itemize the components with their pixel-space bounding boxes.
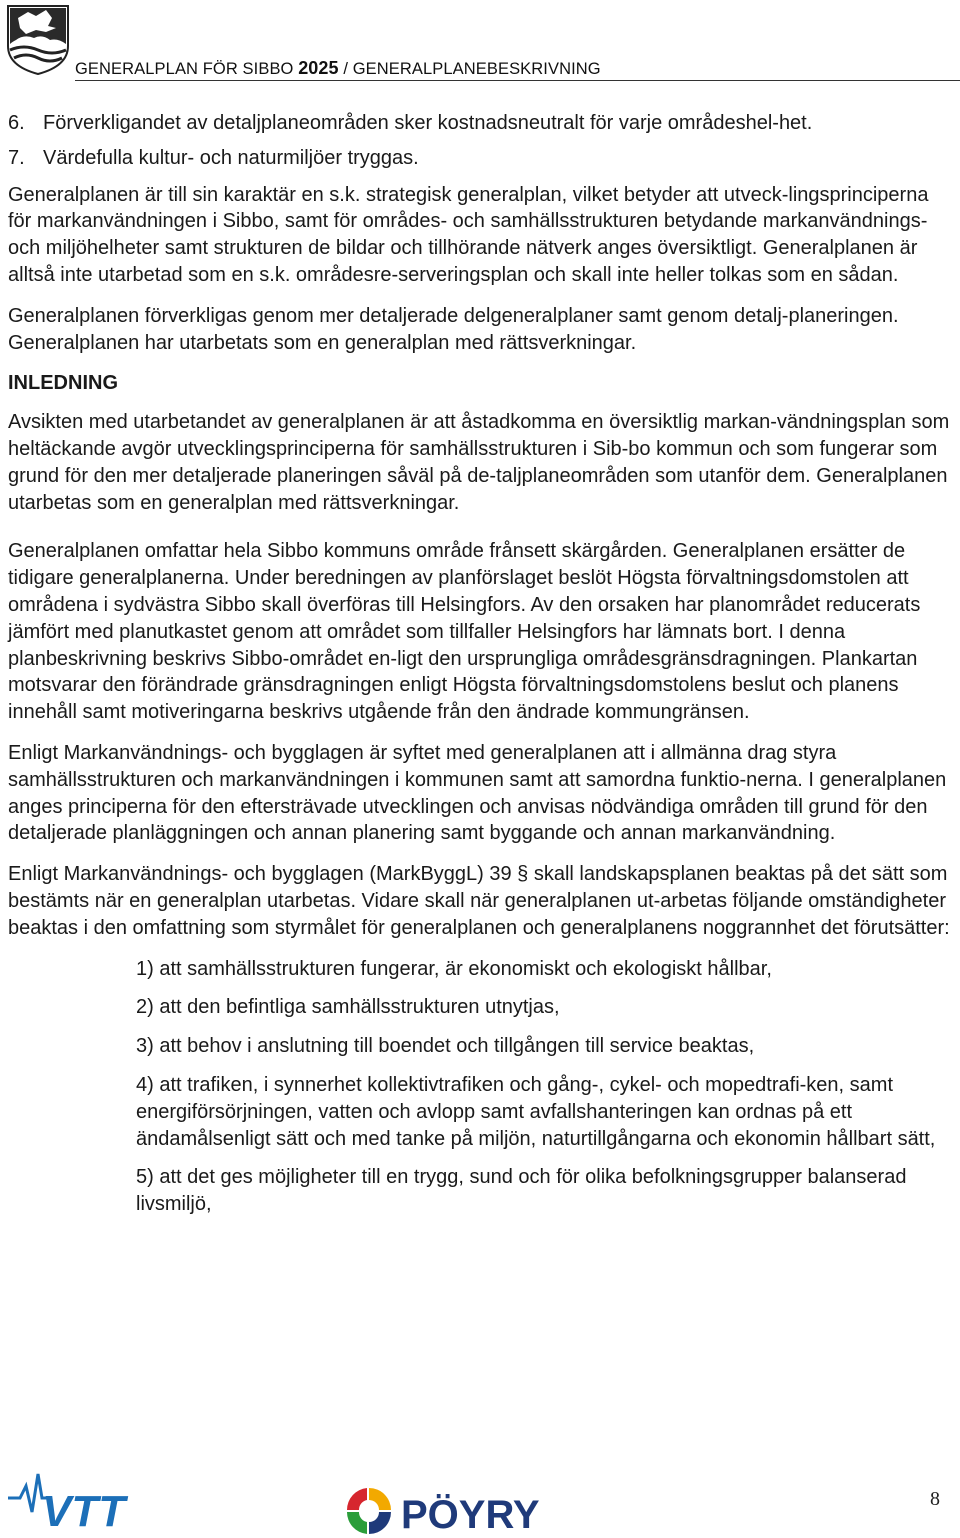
list-item [8,110,954,137]
vtt-logo-text: VTT [42,1487,126,1530]
document-body [8,110,954,1230]
paragraph-markbyggl: Enligt Markanvändnings- och bygglagen (MarkByggL) 39 § skall landskapsplanen beaktas på det sätt som bestämts när en generalplan utarbetas. Vidare skall när generalplanen ut-arbetas följande omständigheter beaktas i den omfattning som styrmålet för generalplanen och generalplanens noggrannhet det förutsätter: [8,863,950,939]
header-divider [75,80,960,81]
header-title-prefix: GENERALPLAN FÖR SIBBO [75,60,299,78]
poyry-logo-text: PÖYRY [401,1493,540,1537]
list-item-number: 6. [8,112,25,134]
paragraph-realization: Generalplanen förverkligas genom mer detaljerade delgeneralplaner samt genom detalj-planeringen. Generalplanen har utarbetats som en generalplan med rättsverkningar. [8,304,899,354]
vtt-logo-icon [6,1468,168,1530]
paragraph-strategic: Generalplanen är till sin karaktär en s.k. strategisk generalplan, vilket betyder att utveck-lingsprinciperna för markanvändningen i Sibbo, samt för områdes- och samhällsstrukturen betydande markanvändnings- och miljöhelheter samt strukturen de bildar och tillhörande nätverk anges översiktligt. Generalplanen är alltså inte utarbetad som en s.k. områdesre-serveringsplan och skall inte heller tolkas som en sådan. [8,183,929,286]
sibbo-coat-of-arms-icon [6,4,70,76]
criteria-list [136,956,954,1218]
header-title-suffix: / GENERALPLANEBESKRIVNING [338,60,601,78]
criteria-item: 2) att den befintliga samhällsstrukturen utnytjas, [136,996,560,1019]
paragraph-scope: Generalplanen omfattar hela Sibbo kommuns område frånsett skärgården. Generalplanen ersätter de tidigare generalplanerna. Under beredningen av planförslaget beslöt Högsta förvaltningsdomstolen att områdena i sydvästra Sibbo skall överföras till Helsingfors. Av den orsaken har planområdet reducerats jämfört med planutkastet genom att området som tillfaller Helsingfors har lämnats bort. I denna planbeskrivning beskrivs Sibbo-området en-ligt den ursprungliga områdesgränsdragningen. Plankartan motsvarar den förändrade gränsdragningen enligt Högsta förvaltningsdomstolens beslut och planens innehåll samt motiveringarna beskrivs utgående från den ändrade kommungränsen. [8,540,921,724]
list-item-text: Förverkligandet av detaljplaneområden sker kostnadsneutralt för varje områdeshel-het. [43,112,813,134]
list-item-number: 7. [8,146,25,169]
criteria-item: 5) att det ges möjligheter till en trygg, sund och för olika befolkningsgrupper balanserad livsmiljö, [136,1166,907,1216]
paragraph-law: Enligt Markanvändnings- och bygglagen är syftet med generalplanen att i allmänna drag styra samhällsstrukturen och markanvändningen i kommunen samt att samordna funktio-nerna. I generalplanen anges principerna för den eftersträvade utvecklingen och anvisas nödvändiga områden till grund för den detaljerade planläggningen och annan planering samt byggande och annan markanvändning. [8,741,947,845]
page-footer [0,1460,960,1538]
poyry-logo-icon [345,1484,603,1538]
criteria-item: 4) att trafiken, i synnerhet kollektivtrafiken och gång-, cykel- och mopedtrafi-ken, samt energiförsörjningen, vatten och avlopp samt avfallshanteringen kan ordnas på ett ändamålsenligt sätt och med tanke på miljön, naturtillgångarna och ekonomin hållbart sätt, [136,1073,936,1150]
header-year: 2025 [298,58,339,78]
list-item [8,145,954,172]
criteria-item: 1) att samhällsstrukturen fungerar, är ekonomiskt och ekologiskt hållbar, [136,957,772,980]
criteria-item: 3) att behov i anslutning till boendet och tillgången till service beaktas, [136,1035,755,1058]
list-item-text: Värdefulla kultur- och naturmiljöer tryggas. [43,146,419,169]
page-number: 8 [930,1488,940,1510]
page-header [0,0,960,82]
document-header-title [75,58,601,79]
section-heading: INLEDNING [8,372,118,395]
paragraph-purpose: Avsikten med utarbetandet av generalplanen är att åstadkomma en översiktlig markan-vändningsplan som heltäckande avgör utvecklingsprinciperna för samhällsstrukturen i Sib-bo kommun och som fungerar som grund för den mer detaljerade planeringen såväl på de-taljplaneområden som utanför dem. Generalplanen utarbetas som en generalplan med rättsverkningar. [8,411,950,514]
